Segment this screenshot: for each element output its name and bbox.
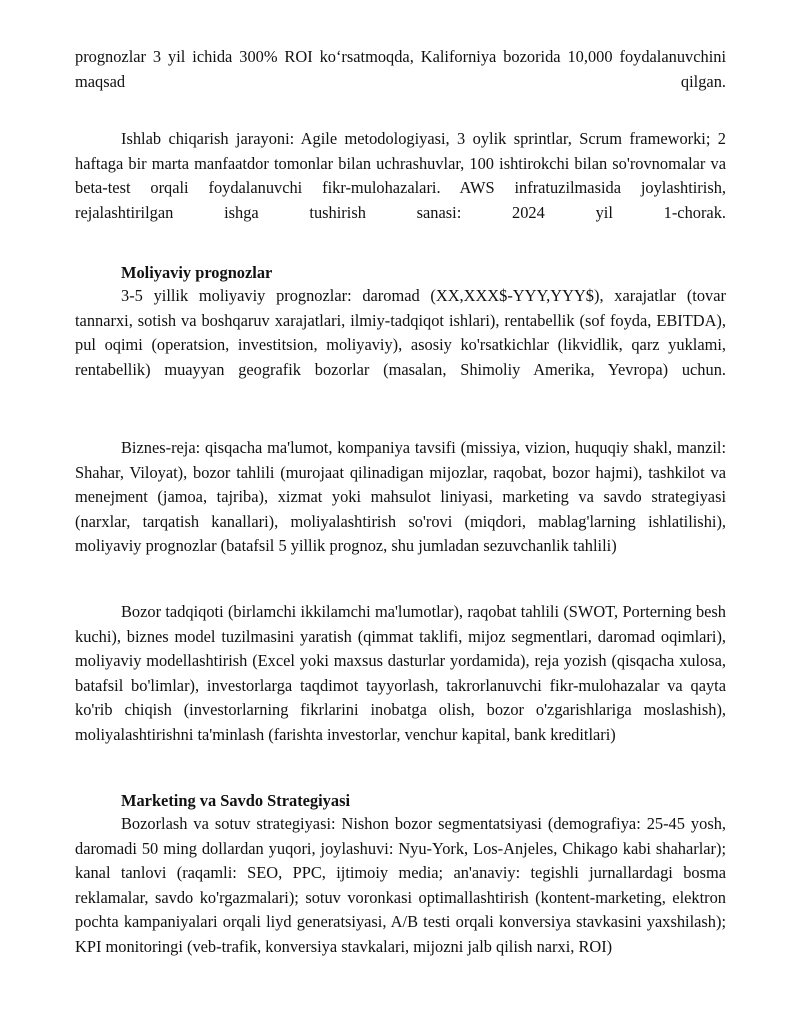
paragraph-market-research: Bozor tadqiqoti (birlamchi ikkilamchi ma'lumotlar), raqobat tahlili (SWOT, Porterning besh kuchi), biznes model tuzilmasini yaratish (qimmat taklifi, mijoz segmentlari, daromad oqimlari), moliyaviy modellashtirish (Excel yoki maxsus dasturlar yordamida), reja yozish (qisqacha xulosa, batafsil bo'limlar), investorlarga taqdimot tayyorlash, takrorlanuvchi fikr-mulohazalar va qayta ko'rib chiqish (investorlarning fikrlarini inobatga olish, bozor o'zgarishlariga moslashish), moliyalashtirishni ta'minlash (farishta investorlar, venchur kapital, bank kreditlari): [75, 602, 726, 744]
heading-marketing-sales-strategy: Marketing va Savdo Strategiyasi: [121, 791, 351, 810]
heading-financial-projections: Moliyaviy prognozlar: [121, 263, 273, 282]
paragraph-production-process: Ishlab chiqarish jarayoni: Agile metodologiyasi, 3 oylik sprintlar, Scrum frameworki; 2 haftaga bir marta manfaatdor tomonlar bilan uchrashuvlar, 100 ishtirokchi bilan so'rovnomalar va beta-test orqali foydalanuvchi fikr-mulohazalari. AWS infratuzilmasida joylashtirish, rejalashtirilgan ishga tushirish sanasi: 2024 yil 1-chorak.: [75, 129, 726, 222]
paragraph-marketing-sales: Bozorlash va sotuv strategiyasi: Nishon bozor segmentatsiyasi (demografiya: 25-45 yosh, daromadi 50 ming dollardan yuqori, joylashuvi: Nyu-York, Los-Anjeles, Chikago kabi shaharlar); kanal tanlovi (raqamli: SEO, PPC, ijtimoiy media; an'anaviy: tegishli jurnallardagi bosma reklamalar, savdo ko'rgazmalari); sotuv voronkasi optimallashtirish (kontent-marketing, elektron pochta kampaniyalari orqali liyd generatsiyasi, A/B testi orqali konversiya stavkasini yaxshilash); KPI monitoringi (veb-trafik, konversiya stavkalari, mijozni jalb qilish narxi, ROI): [75, 814, 726, 956]
paragraph-financial-projections: 3-5 yillik moliyaviy prognozlar: daromad (XX,XXX$-YYY,YYY$), xarajatlar (tovar tannarxi, sotish va boshqaruv xarajatlari, ilmiy-tadqiqot ishlari), rentabellik (sof foyda, EBITDA), pul oqimi (operatsion, investitsion, moliyaviy), asosiy ko'rsatkichlar (likvidlik, qarz yuklami, rentabellik) muayyan geografik bozorlar (masalan, Shimoliy Amerika, Yevropa) uchun.: [75, 286, 726, 379]
paragraph-roi-projection: prognozlar 3 yil ichida 300% ROI koʻrsatmoqda, Kaliforniya bozorida 10,000 foydalanuvchini maqsad qilgan.: [75, 47, 726, 91]
paragraph-business-plan: Biznes-reja: qisqacha ma'lumot, kompaniya tavsifi (missiya, vizion, huquqiy shakl, manzil: Shahar, Viloyat), bozor tahlili (murojaat qilinadigan mijozlar, raqobat, bozor hajmi), tashkilot va menejment (jamoa, tajriba), xizmat yoki mahsulot liniyasi, marketing va savdo strategiyasi (narxlar, tarqatish kanallari), moliyalashtirish so'rovi (miqdori, mablag'larning ishlatilishi), moliyaviy prognozlar (batafsil 5 yillik prognoz, shu jumladan sezuvchanlik tahlili): [75, 438, 726, 555]
